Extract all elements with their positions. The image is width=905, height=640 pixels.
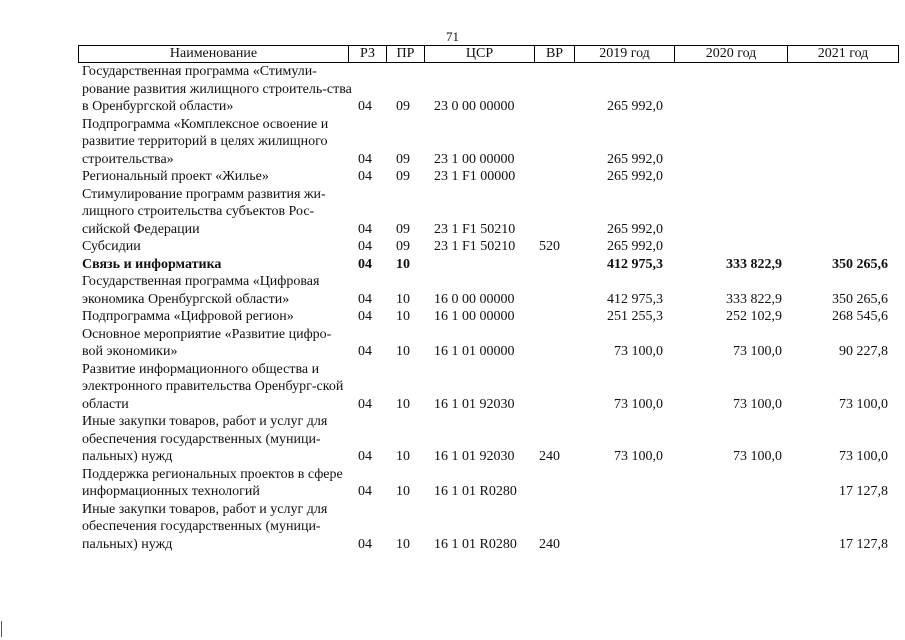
table-row <box>78 256 899 274</box>
cell-pr: 10 <box>396 309 410 324</box>
cell-rz: 04 <box>358 396 372 412</box>
cell-rz: 04 <box>358 99 372 114</box>
budget-table <box>78 45 899 553</box>
cell-rz: 04 <box>358 151 372 167</box>
cell-2019: 265 992,0 <box>607 221 663 237</box>
cell-csr: 16 1 01 R0280 <box>434 536 517 552</box>
table-row <box>78 413 899 466</box>
cell-csr: 16 1 01 92030 <box>434 449 515 464</box>
cell-pr: 10 <box>396 536 410 552</box>
margin-mark <box>1 621 2 637</box>
header-2021: 2021 год <box>817 46 869 61</box>
cell-2019: 412 975,3 <box>607 291 663 307</box>
cell-2020: 333 822,9 <box>726 256 782 272</box>
header-name: Наименование <box>79 46 349 62</box>
cell-rz: 04 <box>358 344 372 359</box>
table-row <box>78 466 899 501</box>
cell-csr: 23 0 00 00000 <box>434 99 515 114</box>
cell-rz: 04 <box>358 169 372 184</box>
cell-pr: 10 <box>396 396 410 412</box>
table-row <box>78 116 899 169</box>
table-body <box>78 63 899 553</box>
cell-2019: 265 992,0 <box>607 151 663 167</box>
cell-pr: 09 <box>396 151 410 167</box>
row-name: Иные закупки товаров, работ и услуг для обеспечения государственных (муници-пальных) нужд <box>82 414 328 464</box>
cell-pr: 10 <box>396 291 410 307</box>
header-2019: 2019 год <box>575 46 675 62</box>
cell-rz: 04 <box>358 291 372 307</box>
row-name: Основное мероприятие «Развитие цифро-вой экономики» <box>82 326 332 359</box>
cell-rz: 04 <box>358 536 372 552</box>
table-row <box>78 501 899 554</box>
cell-rz: 04 <box>358 239 372 254</box>
cell-rz: 04 <box>358 221 372 237</box>
cell-2021: 90 227,8 <box>839 344 888 359</box>
cell-2019: 251 255,3 <box>607 309 663 324</box>
page-number: 71 <box>446 29 459 44</box>
cell-vr: 240 <box>539 536 560 552</box>
cell-2021: 350 265,6 <box>832 291 888 307</box>
row-name: Подпрограмма «Цифровой регион» <box>82 309 294 324</box>
header-csr: ЦСР <box>425 46 535 62</box>
cell-2019: 73 100,0 <box>614 396 663 412</box>
cell-2021: 268 545,6 <box>832 309 888 324</box>
cell-2021: 17 127,8 <box>839 484 888 499</box>
cell-pr: 10 <box>396 256 410 272</box>
cell-2021: 73 100,0 <box>839 396 888 412</box>
cell-2020: 73 100,0 <box>733 449 782 464</box>
row-name: Субсидии <box>82 239 141 254</box>
table-row <box>78 168 899 186</box>
cell-2019: 73 100,0 <box>614 449 663 464</box>
cell-pr: 09 <box>396 221 410 237</box>
cell-rz: 04 <box>358 256 372 272</box>
table-row <box>78 238 899 256</box>
table-row <box>78 273 899 308</box>
cell-csr: 16 1 00 00000 <box>434 309 515 324</box>
cell-pr: 10 <box>396 344 410 359</box>
row-name: Иные закупки товаров, работ и услуг для обеспечения государственных (муници-пальных) нужд <box>82 501 328 552</box>
cell-rz: 04 <box>358 484 372 499</box>
cell-vr: 520 <box>539 239 560 254</box>
cell-2019: 73 100,0 <box>614 344 663 359</box>
cell-csr: 16 1 01 92030 <box>434 396 515 412</box>
cell-pr: 09 <box>396 239 410 254</box>
cell-2019: 412 975,3 <box>607 256 663 272</box>
table-row <box>78 361 899 414</box>
cell-pr: 09 <box>396 169 410 184</box>
table-header <box>78 45 899 63</box>
cell-2021: 73 100,0 <box>839 449 888 464</box>
row-name: Государственная программа «Стимули-рование развития жилищного строитель-ства в Оренбургской области» <box>82 64 352 114</box>
cell-2020: 73 100,0 <box>733 344 782 359</box>
header-rz: РЗ <box>349 46 387 62</box>
cell-pr: 10 <box>396 484 410 499</box>
header-vr: ВР <box>535 46 575 62</box>
table-row <box>78 63 899 116</box>
cell-csr: 23 1 F1 00000 <box>434 169 516 184</box>
row-name: Государственная программа «Цифровая экономика Оренбургской области» <box>82 274 320 307</box>
cell-csr: 16 1 01 00000 <box>434 344 515 359</box>
table-row <box>78 186 899 239</box>
row-name: Развитие информационного общества и электронного правительства Оренбург-ской области <box>82 361 344 412</box>
table-row <box>78 326 899 361</box>
cell-csr: 23 1 00 00000 <box>434 151 515 167</box>
row-name: Региональный проект «Жилье» <box>82 169 269 184</box>
row-name: Связь и информатика <box>82 256 222 272</box>
cell-2021: 17 127,8 <box>839 536 888 552</box>
row-name: Стимулирование программ развития жи-лищного строительства субъектов Рос-сийской Федерации <box>82 186 326 237</box>
cell-csr: 23 1 F1 50210 <box>434 221 516 237</box>
cell-csr: 16 1 01 R0280 <box>434 484 517 499</box>
cell-pr: 10 <box>396 449 410 464</box>
cell-pr: 09 <box>396 99 410 114</box>
cell-2019: 265 992,0 <box>607 169 663 184</box>
cell-2020: 73 100,0 <box>733 396 782 412</box>
cell-vr: 240 <box>539 449 560 464</box>
row-name: Подпрограмма «Комплексное освоение и развитие территорий в целях жилищного строительства» <box>82 116 329 167</box>
cell-csr: 23 1 F1 50210 <box>434 239 516 254</box>
cell-2019: 265 992,0 <box>607 99 663 114</box>
cell-rz: 04 <box>358 449 372 464</box>
header-2020: 2020 год <box>675 46 788 62</box>
cell-csr: 16 0 00 00000 <box>434 291 515 307</box>
table-row <box>78 308 899 326</box>
cell-2020: 333 822,9 <box>726 291 782 307</box>
cell-rz: 04 <box>358 309 372 324</box>
cell-2019: 265 992,0 <box>607 239 663 254</box>
cell-2021: 350 265,6 <box>832 256 888 272</box>
header-pr: ПР <box>387 46 425 62</box>
row-name: Поддержка региональных проектов в сфере информационных технологий <box>82 466 343 499</box>
cell-2020: 252 102,9 <box>726 309 782 324</box>
